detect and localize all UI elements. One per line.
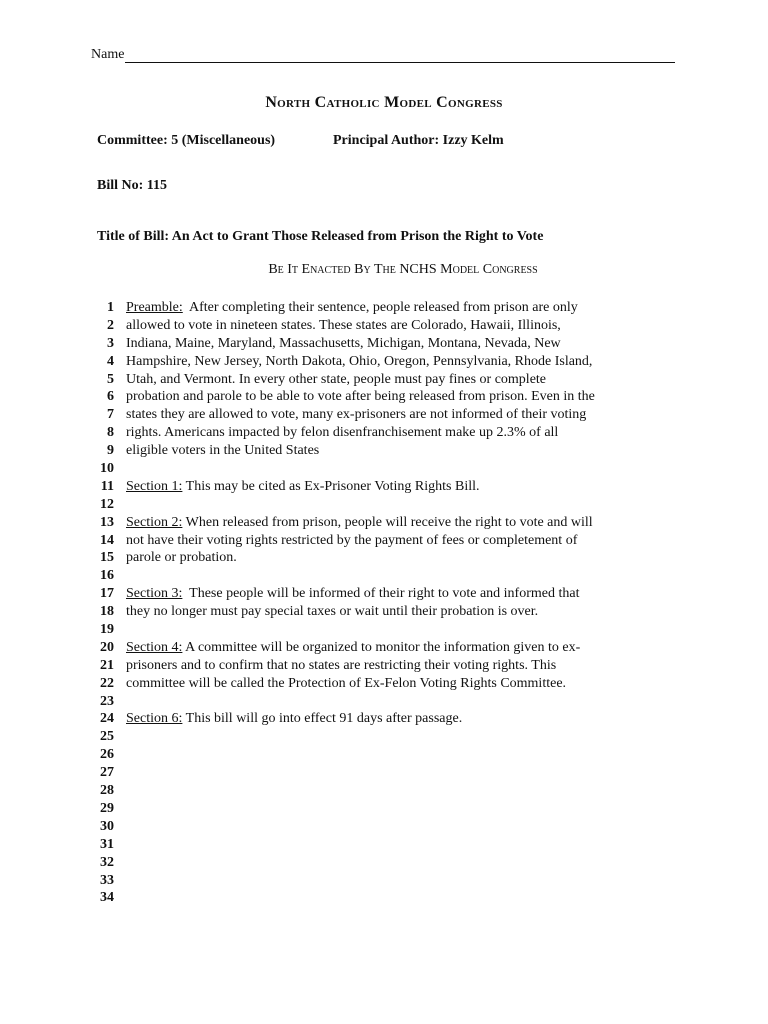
line-text — [126, 424, 558, 442]
section-label: Section 1: — [126, 478, 183, 494]
line-number: 2 — [107, 317, 114, 333]
bill-line — [92, 460, 652, 478]
bill-line — [92, 496, 652, 514]
line-text — [126, 585, 579, 603]
bill-line — [92, 388, 652, 406]
name-label: Name — [91, 47, 125, 62]
line-number: 25 — [100, 729, 114, 745]
line-text — [126, 371, 546, 389]
bill-line — [92, 728, 652, 746]
line-number: 20 — [100, 639, 114, 655]
line-content: Hampshire, New Jersey, North Dakota, Ohio, Oregon, Pennsylvania, Rhode Island, — [126, 353, 593, 369]
line-number: 15 — [100, 550, 114, 566]
line-text — [126, 514, 593, 532]
line-number: 33 — [100, 872, 114, 888]
bill-line — [92, 657, 652, 675]
line-number: 11 — [100, 478, 114, 494]
line-number: 24 — [100, 711, 114, 727]
enacted-clause: Be It Enacted By The NCHS Model Congress — [268, 262, 538, 277]
line-text — [126, 442, 319, 460]
line-text — [126, 335, 561, 353]
bill-line — [92, 603, 652, 621]
bill-line — [92, 836, 652, 854]
line-text — [126, 675, 566, 693]
line-text — [126, 317, 561, 335]
line-content: committee will be called the Protection of Ex-Felon Voting Rights Committee. — [126, 675, 567, 691]
line-number: 7 — [107, 407, 114, 423]
bill-line — [92, 854, 652, 872]
line-number: 16 — [100, 568, 114, 584]
bill-body — [92, 299, 652, 907]
line-content: states they are allowed to vote, many ex-prisoners are not informed of their voting — [126, 407, 587, 423]
bill-line — [92, 710, 652, 728]
line-content: prisoners and to confirm that no states are restricting their voting rights. This — [126, 657, 557, 673]
line-number: 9 — [107, 443, 114, 459]
author-text: Principal Author: Izzy Kelm — [333, 133, 504, 148]
committee-text: Committee: 5 (Miscellaneous) — [97, 133, 276, 148]
line-text — [126, 657, 556, 675]
bill-line — [92, 782, 652, 800]
line-text — [126, 710, 462, 728]
line-number: 28 — [100, 783, 114, 799]
bill-line — [92, 764, 652, 782]
line-content: they no longer must pay special taxes or wait until their probation is over. — [126, 604, 539, 620]
line-number: 29 — [100, 800, 114, 816]
bill-line — [92, 567, 652, 585]
line-content: rights. Americans impacted by felon disenfranchisement make up 2.3% of all — [126, 425, 559, 441]
line-text — [126, 603, 538, 621]
section-label: Section 6: — [126, 711, 183, 727]
line-text — [126, 406, 586, 424]
bill-line — [92, 585, 652, 603]
name-field — [91, 47, 675, 63]
line-number: 4 — [107, 353, 114, 369]
bill-line — [92, 317, 652, 335]
bill-line — [92, 549, 652, 567]
line-content: This bill will go into effect 91 days after passage. — [182, 711, 463, 727]
line-content: probation and parole to be able to vote after being released from prison. Even in the — [126, 389, 595, 405]
line-text — [126, 532, 577, 550]
line-content: Indiana, Maine, Maryland, Massachusetts, Michigan, Montana, Nevada, New — [126, 335, 561, 351]
bill-line — [92, 639, 652, 657]
line-number: 23 — [100, 693, 114, 709]
line-content: A committee will be organized to monitor the information given to ex- — [182, 639, 581, 655]
line-number: 19 — [100, 622, 114, 638]
line-number: 18 — [100, 604, 114, 620]
line-text — [126, 478, 480, 496]
line-number: 26 — [100, 747, 114, 763]
line-number: 32 — [100, 854, 114, 870]
bill-line — [92, 621, 652, 639]
bill-line — [92, 800, 652, 818]
bill-line — [92, 424, 652, 442]
bill-line — [92, 442, 652, 460]
bill-number: Bill No: 115 — [97, 178, 168, 193]
line-number: 27 — [100, 765, 114, 781]
section-label: Section 2: — [126, 514, 183, 530]
bill-line — [92, 353, 652, 371]
document-heading: North Catholic Model Congress — [265, 94, 503, 111]
bill-line — [92, 335, 652, 353]
line-number: 1 — [107, 300, 114, 315]
line-content: allowed to vote in nineteen states. These states are Colorado, Hawaii, Illinois, — [126, 317, 561, 333]
bill-line — [92, 514, 652, 532]
section-label: Section 3: — [126, 586, 183, 602]
bill-line — [92, 818, 652, 836]
line-content: After completing their sentence, people released from prison are only — [182, 300, 578, 315]
line-text — [126, 549, 237, 567]
line-text — [126, 388, 595, 406]
line-number: 31 — [100, 836, 114, 852]
bill-line — [92, 406, 652, 424]
line-content: parole or probation. — [126, 550, 237, 566]
name-blank-line — [125, 48, 675, 63]
line-content: These people will be informed of their right to vote and informed that — [182, 586, 580, 602]
line-text — [126, 639, 580, 657]
line-text — [126, 353, 592, 371]
bill-title: Title of Bill: An Act to Grant Those Released from Prison the Right to Vote — [97, 229, 544, 244]
bill-line — [92, 872, 652, 890]
line-number: 10 — [100, 461, 114, 477]
bill-line — [92, 299, 652, 317]
line-number: 5 — [107, 371, 114, 387]
bill-line — [92, 693, 652, 711]
line-number: 22 — [100, 675, 114, 691]
line-number: 12 — [100, 496, 114, 512]
bill-line — [92, 746, 652, 764]
line-number: 34 — [100, 890, 114, 906]
line-number: 14 — [100, 532, 114, 548]
line-number: 17 — [100, 586, 114, 602]
line-content: When released from prison, people will receive the right to vote and will — [182, 514, 593, 530]
bill-line — [92, 532, 652, 550]
section-label: Preamble: — [126, 300, 183, 315]
line-content: not have their voting rights restricted by the payment of fees or completement of — [126, 532, 578, 548]
line-number: 30 — [100, 818, 114, 834]
line-number: 3 — [107, 335, 114, 351]
bill-line — [92, 478, 652, 496]
line-number: 13 — [100, 514, 114, 530]
bill-line — [92, 675, 652, 693]
bill-line — [92, 889, 652, 907]
line-number: 8 — [107, 425, 114, 441]
section-label: Section 4: — [126, 639, 183, 655]
line-number: 21 — [100, 657, 114, 673]
line-text — [126, 299, 578, 317]
line-content: Utah, and Vermont. In every other state, people must pay fines or complete — [126, 371, 547, 387]
line-content: eligible voters in the United States — [126, 443, 320, 459]
line-content: This may be cited as Ex-Prisoner Voting Rights Bill. — [182, 478, 480, 494]
line-number: 6 — [107, 389, 114, 405]
bill-line — [92, 371, 652, 389]
